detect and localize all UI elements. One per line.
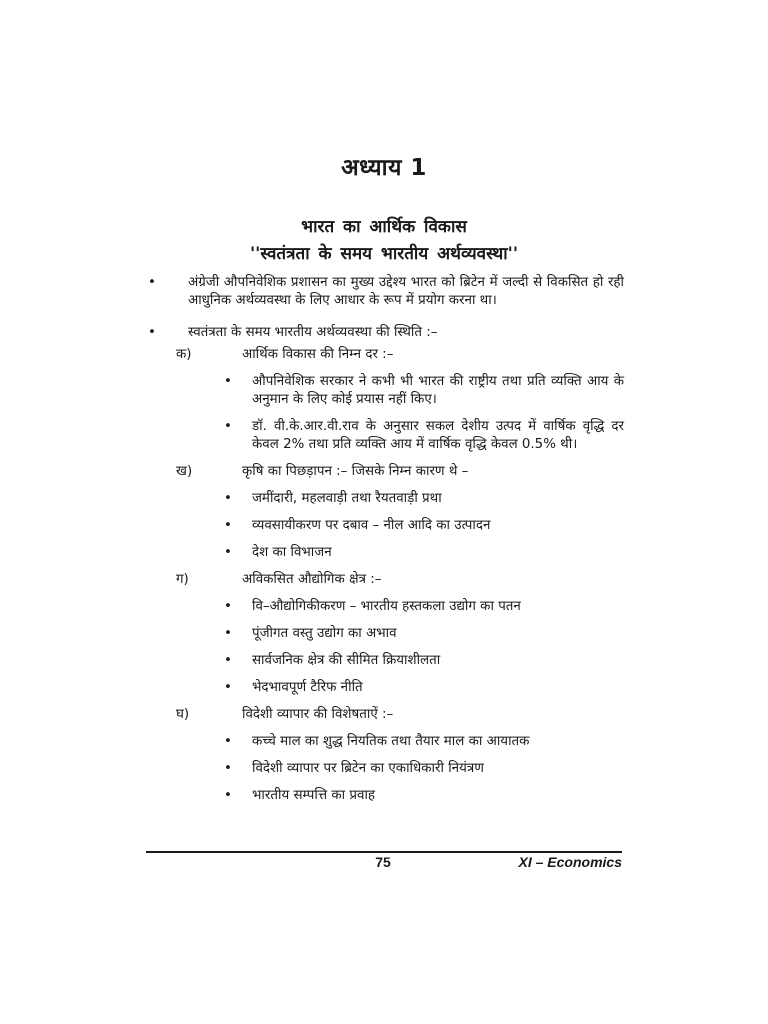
section-kha-heading [146,463,624,481]
section-marker: ग) [176,572,189,587]
list-item [146,625,624,643]
footer-divider [146,851,622,853]
bullet-icon: • [224,599,232,614]
main-title: भारत का आर्थिक विकास [301,217,467,237]
list-item-text: कच्चे माल का शुद्ध नियतिक तथा तैयार माल का आयातक [252,734,530,749]
section-marker: घ) [176,707,190,722]
bullet-icon: • [224,653,232,668]
list-item-text: जमींदारी, महलवाड़ी तथा रैयतवाड़ी प्रथा [252,491,442,506]
bullet-icon: • [224,761,232,776]
bullet-icon: • [224,518,232,533]
chapter-title: अध्याय 1 [341,155,427,181]
section-heading: आर्थिक विकास की निम्न दर :– [242,347,394,362]
list-item-text: भेदभावपूर्ण टैरिफ नीति [252,680,363,695]
bullet-icon: • [148,275,156,290]
list-item-text: विदेशी व्यापार पर ब्रिटेन का एकाधिकारी नियंत्रण [252,761,484,776]
list-item-text: देश का विभाजन [252,545,332,560]
bullet-icon: • [224,374,232,389]
section-heading: कृषि का पिछड़ापन :– जिसके निम्न कारण थे – [242,464,469,479]
list-item [146,490,624,508]
list-item-text: वि–औद्योगिकीकरण – भारतीय हस्तकला उद्योग का पतन [252,599,521,614]
section-marker: क) [176,347,192,362]
list-item [146,679,624,697]
point-2 [146,324,624,342]
page-number: 75 [375,854,391,870]
section-heading: अविकसित औद्योगिक क्षेत्र :– [242,572,382,587]
section-gha-heading [146,706,624,724]
list-item [146,598,624,616]
list-item [146,733,624,751]
section-heading: विदेशी व्यापार की विशेषताऐं :– [242,707,394,722]
list-item [146,418,624,454]
list-item-text: पूंजीगत वस्तु उद्योग का अभाव [252,626,397,641]
list-item [146,760,624,778]
bullet-icon: • [148,325,156,340]
list-item-text: डॉ. वी.के.आर.वी.राव के अनुसार सकल देशीय उत्पद में वार्षिक वृद्धि दर केवल 2% तथा प्रति व्यक्ति आय में वार्षिक वृद्धि केवल 0.5% थी। [252,419,624,452]
list-item-text: औपनिवेशिक सरकार ने कभी भी भारत की राष्ट्रीय तथा प्रति व्यक्ति आय के अनुमान के लिए कोई प्रयास नहीं किए। [252,374,624,407]
list-item-text: सार्वजनिक क्षेत्र की सीमित क्रियाशीलता [252,653,441,668]
sub-title: ''स्वतंत्रता के समय भारतीय अर्थव्यवस्था'' [249,244,519,264]
point-1 [146,274,624,310]
bullet-icon: • [224,419,232,434]
bullet-icon: • [224,491,232,506]
content-body [146,274,624,805]
section-marker: ख) [176,464,193,479]
list-item-text: व्यवसायीकरण पर दबाव – नील आदि का उत्पादन [252,518,491,533]
section-ga-heading [146,571,624,589]
list-item [146,517,624,535]
list-item [146,544,624,562]
bullet-icon: • [224,734,232,749]
list-item [146,652,624,670]
point-text: स्वतंत्रता के समय भारतीय अर्थव्यवस्था की स्थिति :– [188,325,438,340]
footer-book-title: XI – Economics [518,854,622,870]
point-text: अंग्रेजी औपनिवेशिक प्रशासन का मुख्य उद्देश्य भारत को ब्रिटेन में जल्दी से विकसित हो रही आधुनिक अर्थव्यवस्था के लिए आधार के रूप में प्रयोग करना था। [188,275,624,308]
bullet-icon: • [224,788,232,803]
bullet-icon: • [224,626,232,641]
bullet-icon: • [224,680,232,695]
bullet-icon: • [224,545,232,560]
section-ka-heading [146,346,624,364]
list-item-text: भारतीय सम्पत्ति का प्रवाह [252,788,376,803]
list-item [146,787,624,805]
list-item [146,373,624,409]
